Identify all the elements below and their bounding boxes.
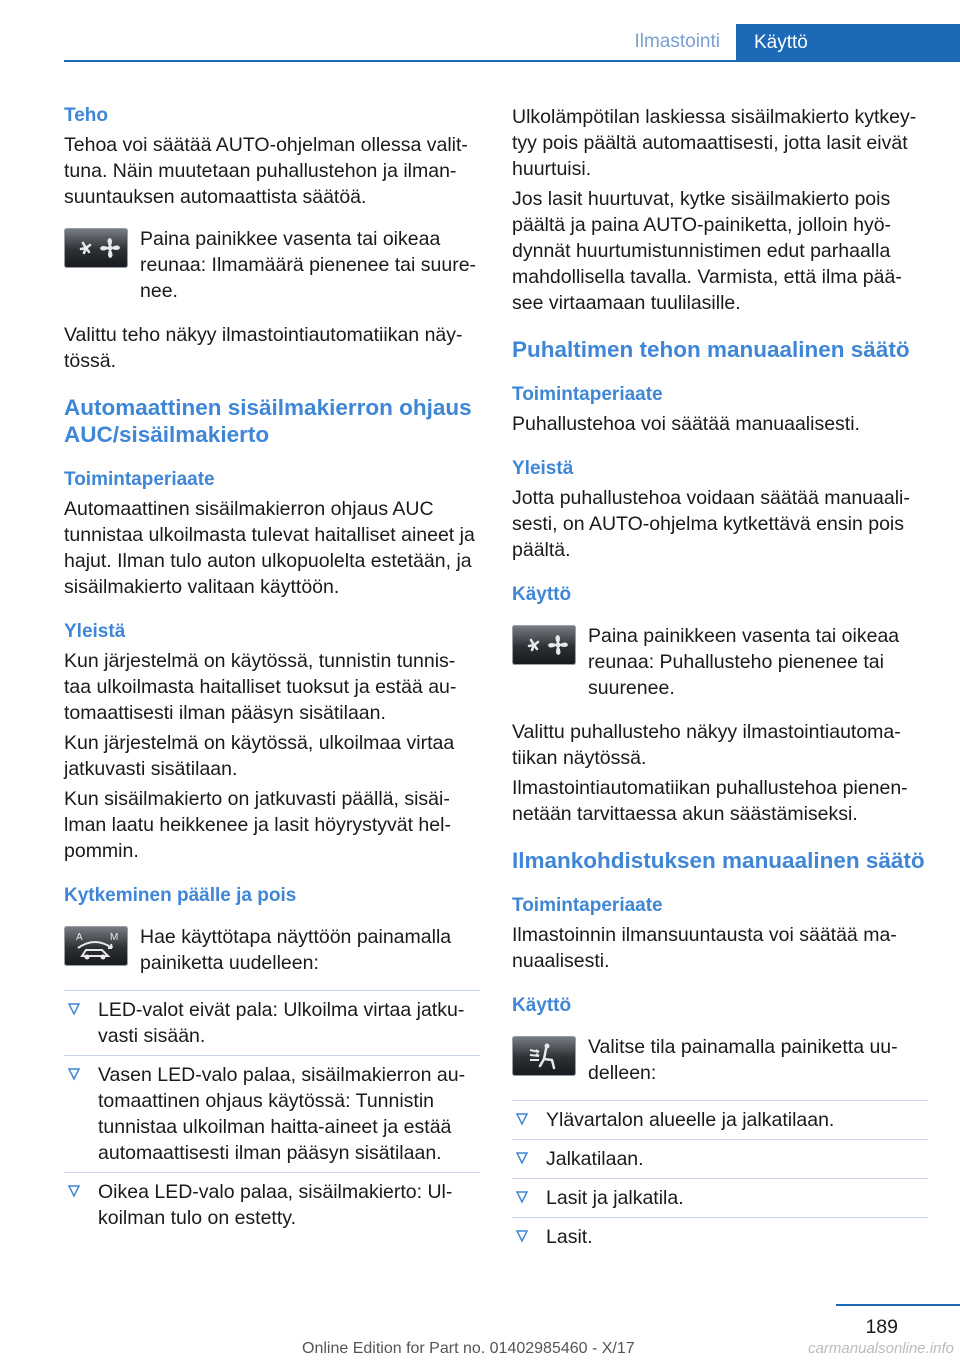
icon-paragraph-text: Hae käyttötapa näyttöön painamalla painiketta uudelleen:: [140, 926, 452, 974]
mode-list: [64, 990, 480, 1237]
triangle-bullet-icon: [68, 1183, 80, 1199]
list-item-text: Ylävartalon alueelle ja jalkatilaan.: [546, 1109, 835, 1131]
list-item: [64, 1172, 480, 1237]
triangle-bullet-icon: [516, 1228, 528, 1244]
list-item-text: Oikea LED-valo palaa, sisäilmakierto: Ul‐koilman tulo on estetty.: [98, 1181, 453, 1229]
list-item: [512, 1217, 928, 1256]
left-column: [64, 98, 480, 1237]
watermark: carmanualsonline.info: [808, 1340, 954, 1357]
paragraph: Kun sisäilmakierto on jatkuvasti päällä, sisäi‐lman laatu heikkenee ja lasit höyrystyvät hel‐pommin.: [64, 788, 451, 862]
paragraph: Ilmastointiautomatiikan puhallustehoa pienen‐netään tarvittaessa akun säästämiseksi.: [512, 777, 908, 825]
header-section-label[interactable]: Ilmastointi: [634, 31, 720, 52]
air-distribution-button-icon: [512, 1036, 576, 1076]
svg-text:A: A: [76, 932, 83, 943]
paragraph: Kun järjestelmä on käytössä, tunnistin tunnis‐taa ulkoilmasta haitalliset tuoksut ja estää au‐tomaattisesti ilman pääsyn sisätilaan.: [64, 650, 457, 724]
list-item-text: Vasen LED-valo palaa, sisäilmakierron au‐tomaattinen ohjaus käytössä: Tunnistin tunnistaa ulkoilman haitta-aineet ja estää automaattisesti ilman pääsyn sisätilaan.: [98, 1064, 466, 1164]
list-item: [512, 1178, 928, 1217]
heading-kaytto: Käyttö: [512, 584, 572, 605]
heading-kytkeminen: Kytkeminen päälle ja pois: [64, 885, 297, 906]
paragraph: Valittu puhallusteho näkyy ilmastointiautoma‐tiikan näytössä.: [512, 721, 901, 769]
heading-kaytto: Käyttö: [512, 995, 572, 1016]
heading-ilmankohdistuksen: Ilmankohdistuksen manuaalinen säätö: [512, 848, 925, 873]
list-item-text: Lasit.: [546, 1226, 593, 1248]
icon-paragraph-recirc: [64, 924, 480, 976]
svg-text:M: M: [110, 932, 119, 943]
paragraph: Valittu teho näkyy ilmastointiautomatiikan näy‐tössä.: [64, 324, 463, 372]
triangle-bullet-icon: [516, 1189, 528, 1205]
right-column: [512, 98, 928, 1256]
heading-teho: Teho: [64, 105, 108, 126]
page-header: [64, 24, 960, 62]
paragraph: Puhallustehoa voi säätää manuaalisesti.: [512, 413, 860, 435]
triangle-bullet-icon: [516, 1111, 528, 1127]
heading-yleista: Yleistä: [64, 621, 126, 642]
paragraph: Tehoa voi säätää AUTO-ohjelman ollessa valit‐tuna. Näin muutetaan puhallustehon ja ilman‐suuntauksen automaattista säätöä.: [64, 134, 468, 208]
heading-toimintaperiaate: Toimintaperiaate: [64, 469, 215, 490]
fan-button-icon: [512, 625, 576, 665]
icon-paragraph-text: Paina painikkeen vasenta tai oikeaa reunaa: Puhallusteho pienenee tai suurenee.: [588, 625, 900, 699]
paragraph: Automaattinen sisäilmakierron ohjaus AUC tunnistaa ulkoilmasta tulevat haitalliset aineet ja hajut. Ilman tulo auton ulkopuolelta estetään, ja sisäilmakierto valitaan käyttöön.: [64, 498, 475, 598]
list-item-text: Lasit ja jalkatila.: [546, 1187, 684, 1209]
list-item-text: Jalkatilaan.: [546, 1148, 644, 1170]
list-item: [64, 1055, 480, 1172]
icon-paragraph-airflow: [512, 1034, 928, 1086]
mode-list: [512, 1100, 928, 1256]
heading-toimintaperiaate: Toimintaperiaate: [512, 895, 663, 916]
paragraph: Ilmastoinnin ilmansuuntausta voi säätää ma‐nuaalisesti.: [512, 924, 897, 972]
fan-button-icon: [64, 228, 128, 268]
page-number: 189: [865, 1316, 898, 1338]
heading-puhaltimen: Puhaltimen tehon manuaalinen säätö: [512, 337, 910, 362]
edition-note: Online Edition for Part no. 01402985460 - X/17: [302, 1340, 635, 1357]
recirculation-button-icon: [64, 926, 128, 966]
paragraph: Jos lasit huurtuvat, kytke sisäilmakierto pois päältä ja paina AUTO-painiketta, jolloin hyö‐dynnät huurtumistunnistimen edut parhaalla mahdollisella tavalla. Varmista, että ilma pää‐see virtaamaan tuulilasille.: [512, 188, 902, 314]
icon-paragraph-fan: [64, 226, 480, 304]
heading-auc: Automaattinen sisäilmakierron ohjaus AUC/sisäilmakierto: [64, 395, 472, 447]
list-item: [512, 1100, 928, 1139]
icon-paragraph-text: Valitse tila painamalla painiketta uu‐delleen:: [588, 1036, 898, 1084]
list-item: [512, 1139, 928, 1178]
paragraph: Ulkolämpötilan laskiessa sisäilmakierto kytkey‐tyy pois päältä automaattisesti, jotta lasit eivät huurtuisi.: [512, 106, 917, 180]
triangle-bullet-icon: [68, 1001, 80, 1017]
header-tab-label[interactable]: Käyttö: [736, 24, 960, 62]
paragraph: Jotta puhallustehoa voidaan säätää manuaali‐sesti, on AUTO-ohjelma kytkettävä ensin pois päältä.: [512, 487, 910, 561]
triangle-bullet-icon: [516, 1150, 528, 1166]
heading-yleista: Yleistä: [512, 458, 574, 479]
paragraph: Kun järjestelmä on käytössä, ulkoilmaa virtaa jatkuvasti sisätilaan.: [64, 732, 455, 780]
icon-paragraph-text: Paina painikkee vasenta tai oikeaa reunaa: Ilmamäärä pienenee tai suure‐nee.: [140, 228, 477, 302]
icon-paragraph-fan: [512, 623, 928, 701]
list-item: [64, 990, 480, 1055]
heading-toimintaperiaate: Toimintaperiaate: [512, 384, 663, 405]
list-item-text: LED-valot eivät pala: Ulkoilma virtaa jatku‐vasti sisään.: [98, 999, 465, 1047]
triangle-bullet-icon: [68, 1066, 80, 1082]
footer-rule: [836, 1304, 960, 1306]
